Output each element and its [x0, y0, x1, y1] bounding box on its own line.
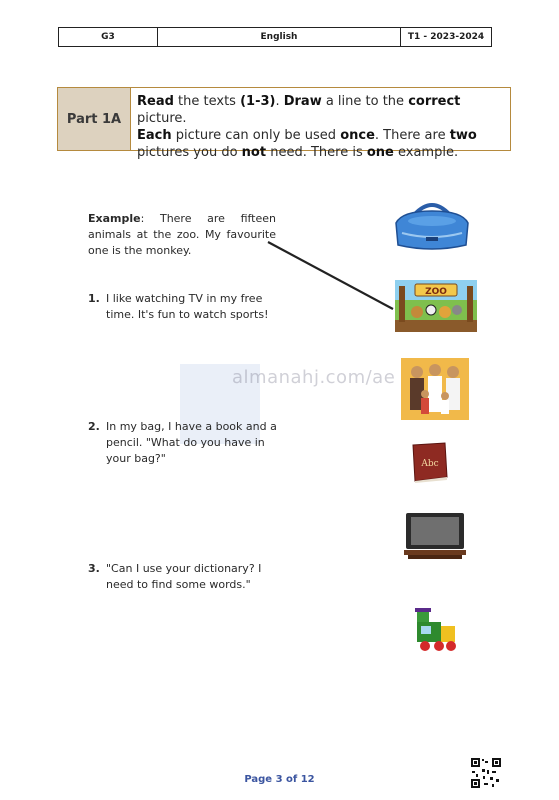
term-cell: T1 - 2023-2024 — [407, 32, 485, 42]
instr-draw: Draw — [283, 94, 322, 109]
header-table — [58, 27, 492, 47]
instr-s10: picture can only be used — [171, 128, 341, 143]
book-label-text: Abc — [421, 459, 439, 469]
instr-one: one — [366, 145, 394, 160]
question-1 — [88, 291, 280, 323]
instr-s2: the texts — [173, 94, 241, 109]
instr-s18: example. — [393, 145, 459, 160]
instr-each: Each — [137, 128, 172, 143]
page-number: Page 3 of 12 — [244, 774, 315, 785]
instr-two: two — [449, 128, 477, 143]
zoo-icon[interactable] — [395, 280, 477, 332]
instr-once: once — [340, 128, 375, 143]
part-label: Part 1A — [58, 88, 131, 150]
train-icon[interactable] — [413, 606, 461, 656]
instr-s16: need. There is — [266, 145, 367, 160]
instr-range: (1-3) — [240, 94, 276, 109]
instr-s4: . — [275, 94, 284, 109]
instr-s6: a line to the — [321, 94, 409, 109]
instr-correct: correct — [408, 94, 461, 109]
example-text — [88, 211, 276, 259]
qr-code-icon — [470, 757, 502, 789]
zoo-sign-text: ZOO — [425, 287, 447, 297]
instr-s12: . There are — [374, 128, 450, 143]
instr-s14: pictures you do — [137, 145, 242, 160]
instr-read: Read — [137, 94, 174, 109]
question-2-text: In my bag, I have a book and a pencil. "What do you have in your bag?" — [106, 420, 277, 465]
bag-icon[interactable] — [392, 193, 472, 255]
question-1-number: 1. — [88, 292, 100, 305]
example-body: : There are fifteen animals at the zoo. My favourite one is the monkey. — [88, 212, 276, 257]
family-icon[interactable] — [401, 358, 469, 420]
question-2-number: 2. — [88, 420, 100, 433]
grade-cell: G3 — [59, 28, 158, 46]
subject-cell: English — [158, 28, 401, 46]
instr-not: not — [241, 145, 267, 160]
instruction-box — [57, 87, 511, 160]
question-3-text: "Can I use your dictionary? I need to find some words." — [106, 562, 262, 591]
example-label: Example — [88, 212, 141, 225]
tv-icon[interactable] — [404, 512, 466, 559]
book-icon[interactable] — [407, 441, 451, 483]
instruction-text — [131, 88, 510, 160]
question-3-number: 3. — [88, 562, 100, 575]
watermark-text: almanahj.com/ae — [232, 367, 396, 388]
question-1-text: I like watching TV in my free time. It's fun to watch sports! — [106, 292, 269, 321]
instr-s8: picture. — [137, 111, 187, 126]
question-2 — [88, 419, 280, 467]
question-3 — [88, 561, 280, 593]
